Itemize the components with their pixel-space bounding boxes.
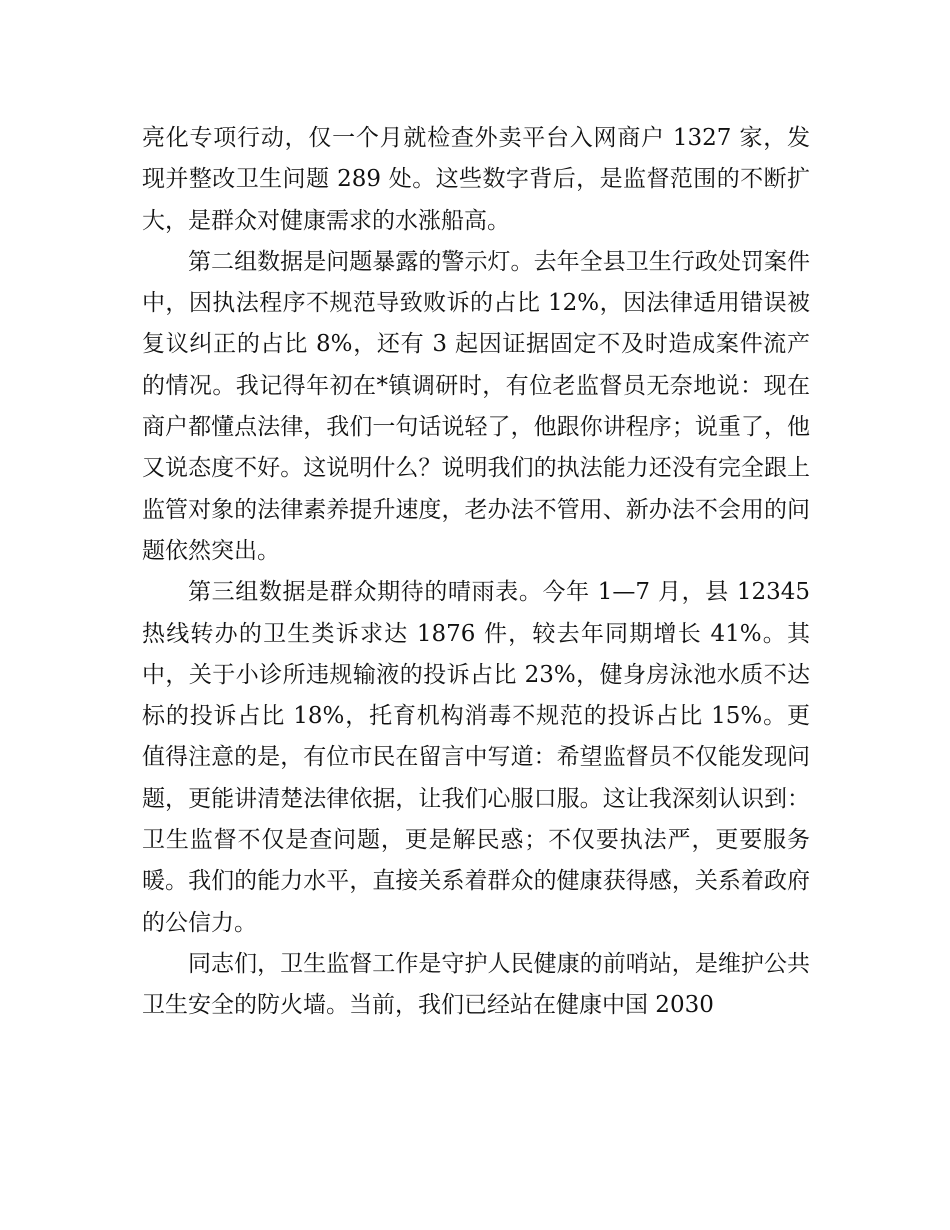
paragraph-continued: 亮化专项行动，仅一个月就检查外卖平台入网商户 1327 家，发现并整改卫生问题 289 处。这些数字背后，是监督范围的不断扩大，是群众对健康需求的水涨船高。 <box>142 125 810 234</box>
paragraph-second-data-group: 第二组数据是问题暴露的警示灯。去年全县卫生行政处罚案件中，因执法程序不规范导致败诉的占比 12%，因法律适用错误被复议纠正的占比 8%，还有 3 起因证据固定不及时造成案件流产的情况。我记得年初在*镇调研时，有位老监督员无奈地说：现在商户都懂点法律，我们一句话说轻了，他跟你讲程序；说重了，他又说态度不好。这说明什么？说明我们的执法能力还没有完全跟上监管对象的法律素养提升速度，老办法不管用、新办法不会用的问题依然突出。 <box>142 248 810 564</box>
paragraph-comrades: 同志们，卫生监督工作是守护人民健康的前哨站，是维护公共卫生安全的防火墙。当前，我们已经站在健康中国 2030 <box>142 950 810 1019</box>
paragraph-third-data-group: 第三组数据是群众期待的晴雨表。今年 1—7 月，县 12345 热线转办的卫生类诉求达 1876 件，较去年同期增长 41%。其中，关于小诊所违规输液的投诉占比 23%，健身房泳池水质不达标的投诉占比 18%，托育机构消毒不规范的投诉占比 15%。更值得注意的是，有位市民在留言中写道：希望监督员不仅能发现问题，更能讲清楚法律依据，让我们心服口服。这让我深刻认识到：卫生监督不仅是查问题，更是解民惑；不仅要执法严，更要服务暖。我们的能力水平，直接关系着群众的健康获得感，关系着政府的公信力。 <box>142 579 810 936</box>
document-body <box>142 118 810 1027</box>
